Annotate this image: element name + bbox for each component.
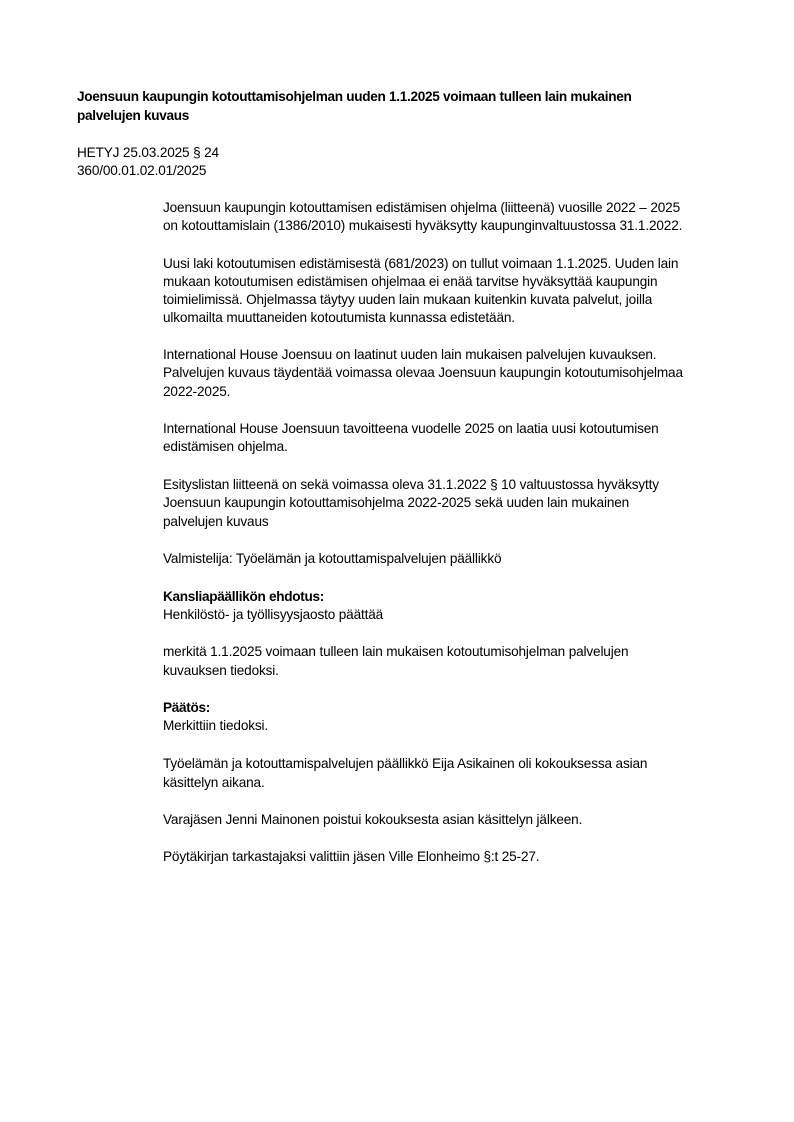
paragraph-line: Palvelujen kuvaus täydentää voimassa olevaa Joensuun kaupungin kotoutumisohjelmaa <box>163 365 683 380</box>
proposal-line: Henkilöstö- ja työllisyysjaosto päättää <box>163 607 384 622</box>
document-title-line-2: palvelujen kuvaus <box>77 108 190 123</box>
note-line: käsittelyn aikana. <box>163 775 265 790</box>
paragraph-line: mukaan kotoutumisen edistämisen ohjelmaa ei enää tarvitse hyväksyttää kaupungin <box>163 274 658 289</box>
note-line: Pöytäkirjan tarkastajaksi valittiin jäsen Ville Elonheimo §:t 25-27. <box>163 849 540 864</box>
paragraph-line: ulkomailta muuttaneiden kotoutumista kunnassa edistetään. <box>163 310 515 325</box>
decision-heading: Päätös: <box>163 700 211 715</box>
paragraph-line: Joensuun kaupungin kotouttamisohjelma 2022-2025 sekä uuden lain mukainen <box>163 495 630 510</box>
paragraph-line: on kotouttamislain (1386/2010) mukaisesti hyväksytty kaupunginvaltuustossa 31.1.2022. <box>163 218 683 233</box>
proposal-text-line: kuvauksen tiedoksi. <box>163 663 279 678</box>
paragraph-line: Joensuun kaupungin kotouttamisen edistämisen ohjelma (liitteenä) vuosille 2022 – 2025 <box>163 200 680 215</box>
preparer-line: Valmistelija: Työelämän ja kotouttamispalvelujen päällikkö <box>163 551 502 566</box>
paragraph-line: toimielimissä. Ohjelmassa täytyy uuden lain mukaan kuitenkin kuvata palvelut, joilla <box>163 292 653 307</box>
proposal-heading: Kansliapäällikön ehdotus: <box>163 589 324 604</box>
proposal-text-line: merkitä 1.1.2025 voimaan tulleen lain mukaisen kotoutumisohjelman palvelujen <box>163 644 629 659</box>
note-line: Varajäsen Jenni Mainonen poistui kokouksesta asian käsittelyn jälkeen. <box>163 812 583 827</box>
paragraph-line: edistämisen ohjelma. <box>163 439 288 454</box>
record-number: 360/00.01.02.01/2025 <box>77 163 207 178</box>
meeting-reference: HETYJ 25.03.2025 § 24 <box>77 145 219 160</box>
decision-line: Merkittiin tiedoksi. <box>163 718 269 733</box>
paragraph-line: 2022-2025. <box>163 384 231 399</box>
document-title-line-1: Joensuun kaupungin kotouttamisohjelman uuden 1.1.2025 voimaan tulleen lain mukainen <box>77 89 632 104</box>
paragraph-line: International House Joensuun tavoitteena vuodelle 2025 on laatia uusi kotoutumisen <box>163 421 659 436</box>
paragraph-line: palvelujen kuvaus <box>163 514 269 529</box>
paragraph-line: Uusi laki kotoutumisen edistämisestä (681/2023) on tullut voimaan 1.1.2025. Uuden lain <box>163 256 679 271</box>
note-line: Työelämän ja kotouttamispalvelujen päällikkö Eija Asikainen oli kokouksessa asian <box>163 756 648 771</box>
paragraph-line: International House Joensuu on laatinut uuden lain mukaisen palvelujen kuvauksen. <box>163 347 657 362</box>
paragraph-line: Esityslistan liitteenä on sekä voimassa oleva 31.1.2022 § 10 valtuustossa hyväksytty <box>163 477 659 492</box>
